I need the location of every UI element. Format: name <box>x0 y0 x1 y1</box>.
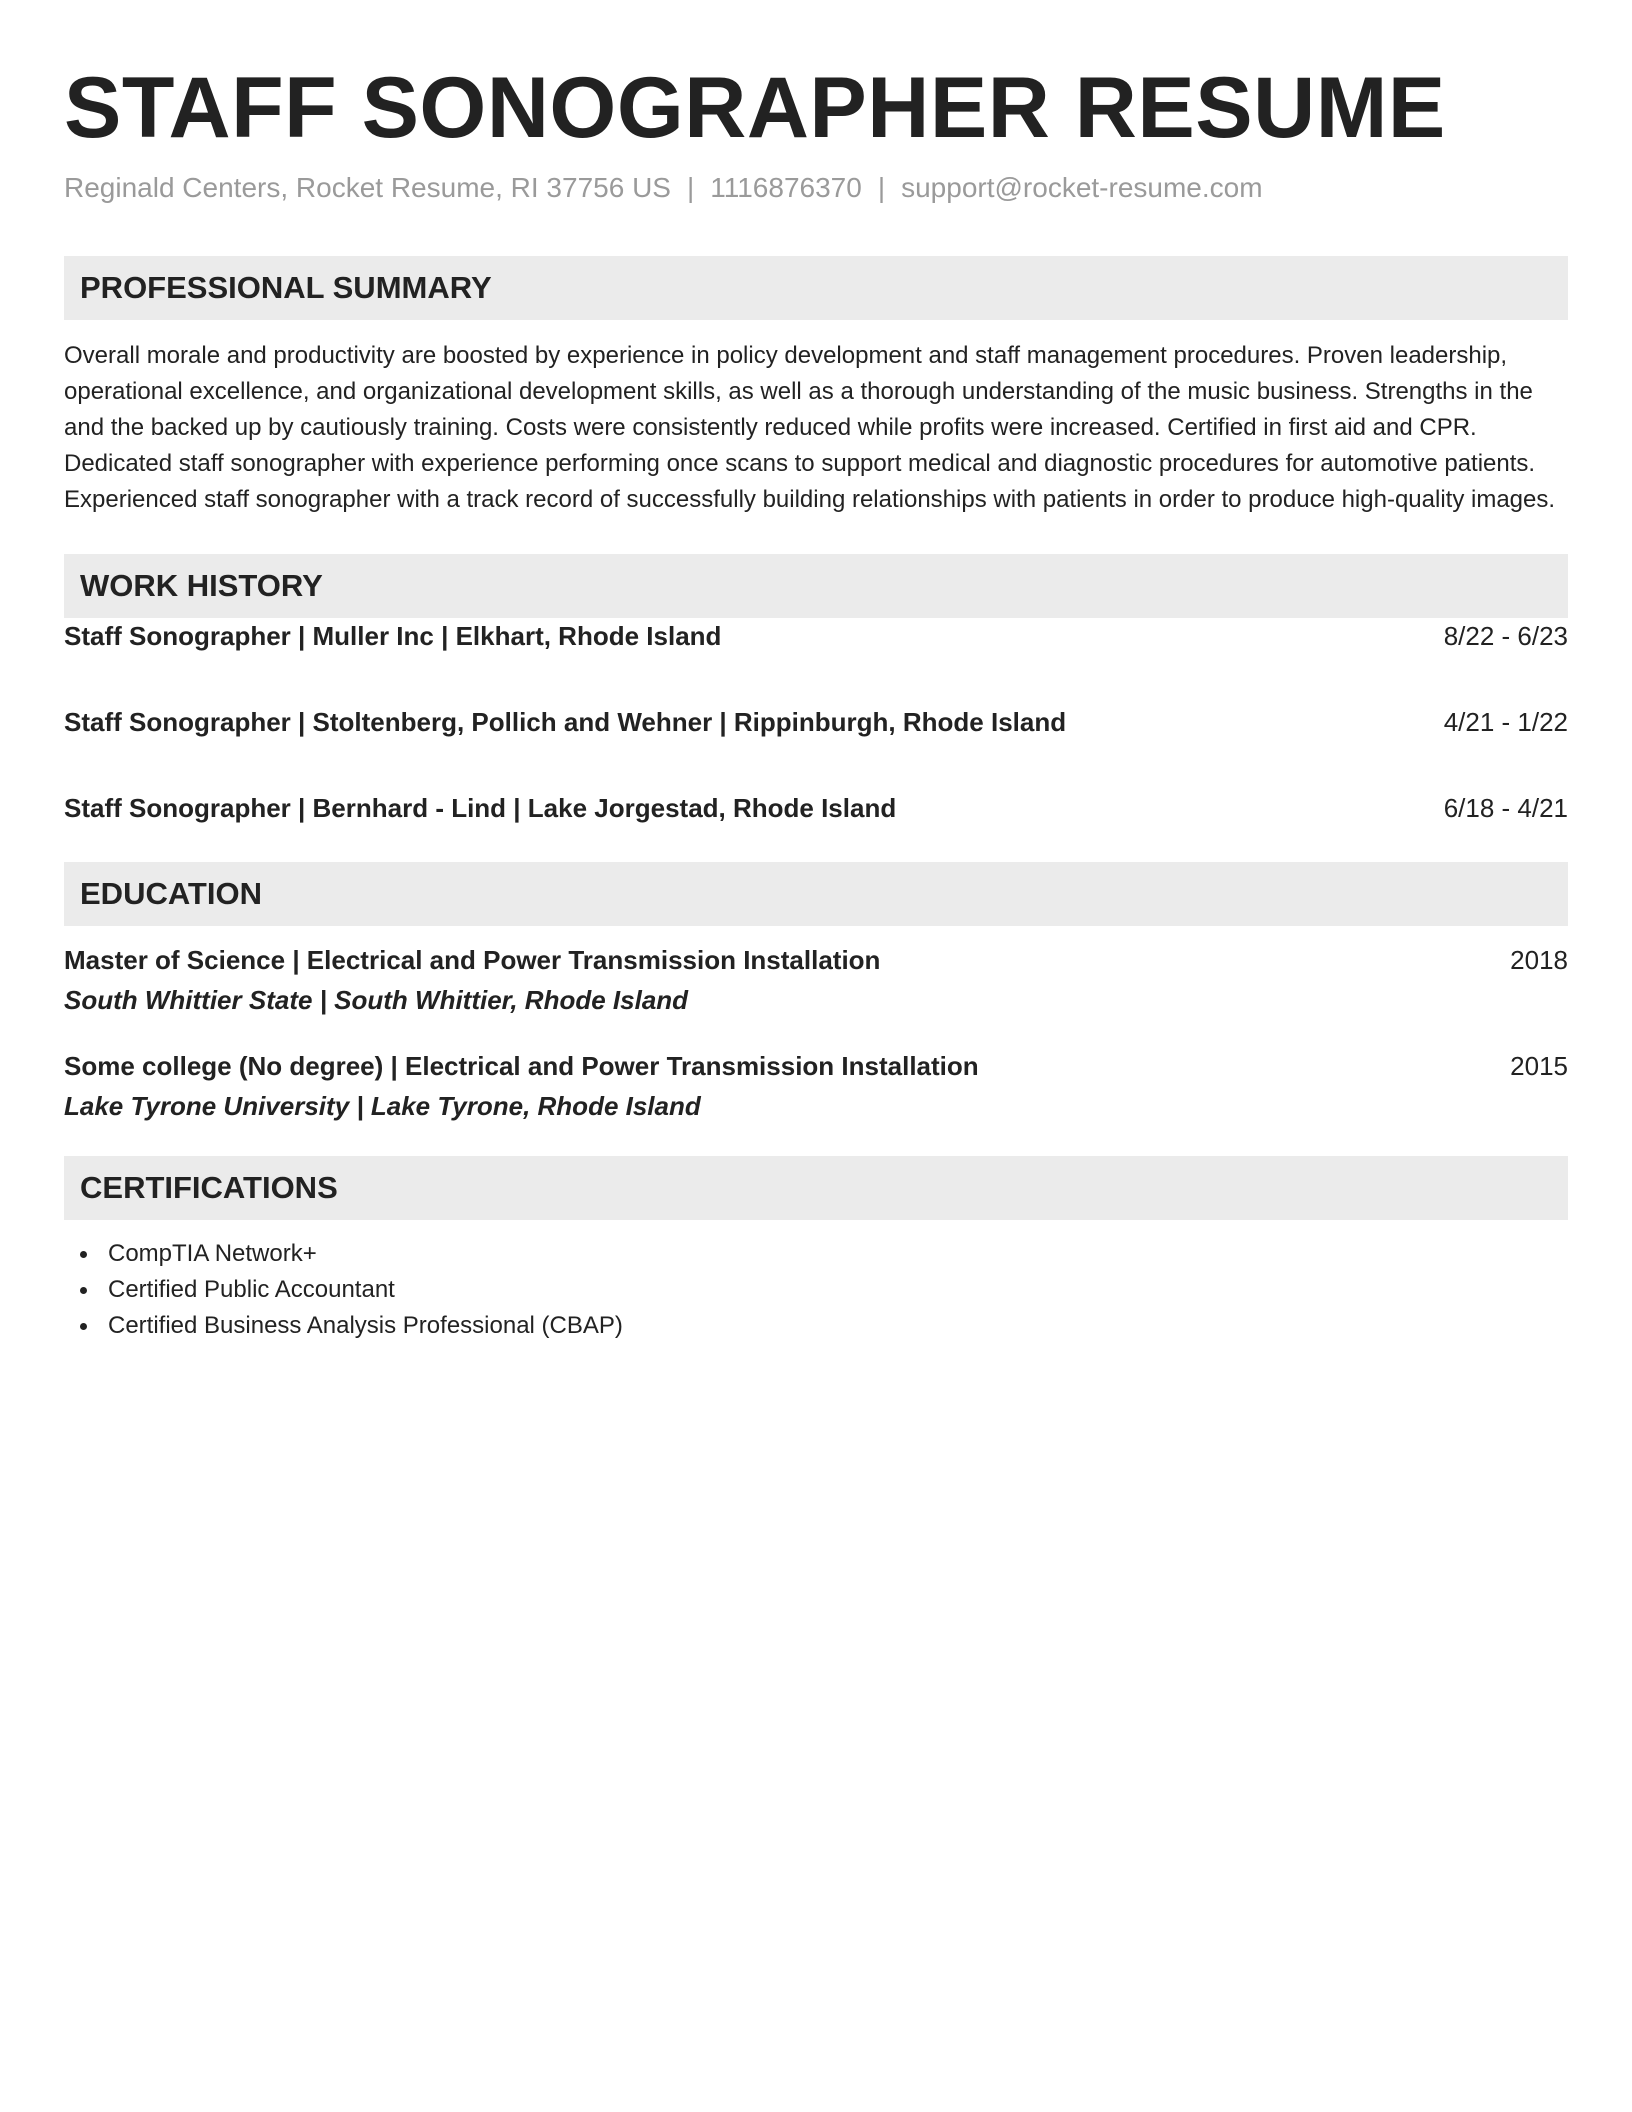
education-degree-row <box>64 942 1568 978</box>
contact-separator: | <box>877 172 886 203</box>
contact-phone: 1116876370 <box>710 172 862 203</box>
job-entry <box>64 790 1568 826</box>
certifications-section <box>64 1156 1568 1344</box>
job-entry <box>64 704 1568 740</box>
professional-summary-section <box>64 256 1568 518</box>
education-entry <box>64 942 1568 1018</box>
job-dates: 8/22 - 6/23 <box>1443 621 1568 651</box>
bullet-icon <box>80 1251 87 1258</box>
certification-item <box>80 1272 1568 1308</box>
education-entry <box>64 1048 1568 1124</box>
section-heading-summary: PROFESSIONAL SUMMARY <box>64 256 1568 320</box>
education-degree-row <box>64 1048 1568 1084</box>
certification-item <box>80 1308 1568 1344</box>
summary-text: Overall morale and productivity are boosted by experience in policy development and staff management procedures. Proven leadership, operational excellence, and organizational development skills, as well as a thorough understanding of the music business. Strengths in the and the backed up by cautiously training. Costs were consistently reduced while profits were increased. Certified in first aid and CPR. Dedicated staff sonographer with experience performing once scans to support medical and diagnostic procedures for automotive patients. Experienced staff sonographer with a track record of successfully building relationships with patients in order to produce high-quality images. <box>64 342 1556 513</box>
contact-email: support@rocket-resume.com <box>901 172 1263 203</box>
work-history-section <box>64 554 1568 826</box>
contact-separator: | <box>686 172 695 203</box>
section-heading-work-history: WORK HISTORY <box>64 554 1568 618</box>
certifications-list <box>64 1236 1568 1344</box>
education-degree: Master of Science | Electrical and Power Transmission Installation <box>64 945 881 975</box>
job-title: Staff Sonographer | Muller Inc | Elkhart, Rhode Island <box>64 621 722 651</box>
job-dates: 4/21 - 1/22 <box>1443 707 1568 737</box>
bullet-icon <box>80 1287 87 1294</box>
education-section <box>64 862 1568 1124</box>
bullet-icon <box>80 1323 87 1330</box>
job-dates: 6/18 - 4/21 <box>1443 793 1568 823</box>
contact-line <box>64 170 1568 206</box>
certification-item <box>80 1236 1568 1272</box>
education-degree: Some college (No degree) | Electrical and Power Transmission Installation <box>64 1051 979 1081</box>
certification-label: CompTIA Network+ <box>108 1240 317 1267</box>
contact-address: Reginald Centers, Rocket Resume, RI 37756 US <box>64 172 671 203</box>
job-title: Staff Sonographer | Stoltenberg, Pollich and Wehner | Rippinburgh, Rhode Island <box>64 707 1067 737</box>
certification-label: Certified Business Analysis Professional (CBAP) <box>108 1312 623 1339</box>
job-title: Staff Sonographer | Bernhard - Lind | Lake Jorgestad, Rhode Island <box>64 793 897 823</box>
job-entry <box>64 618 1568 654</box>
section-heading-education: EDUCATION <box>64 862 1568 926</box>
certification-label: Certified Public Accountant <box>108 1276 395 1303</box>
resume-title: STAFF SONOGRAPHER RESUME <box>64 60 1446 156</box>
education-school: Lake Tyrone University | Lake Tyrone, Rhode Island <box>64 1091 701 1121</box>
education-year: 2015 <box>1510 1051 1568 1081</box>
section-heading-certifications: CERTIFICATIONS <box>64 1156 1568 1220</box>
education-school: South Whittier State | South Whittier, Rhode Island <box>64 985 689 1015</box>
education-year: 2018 <box>1510 945 1568 975</box>
